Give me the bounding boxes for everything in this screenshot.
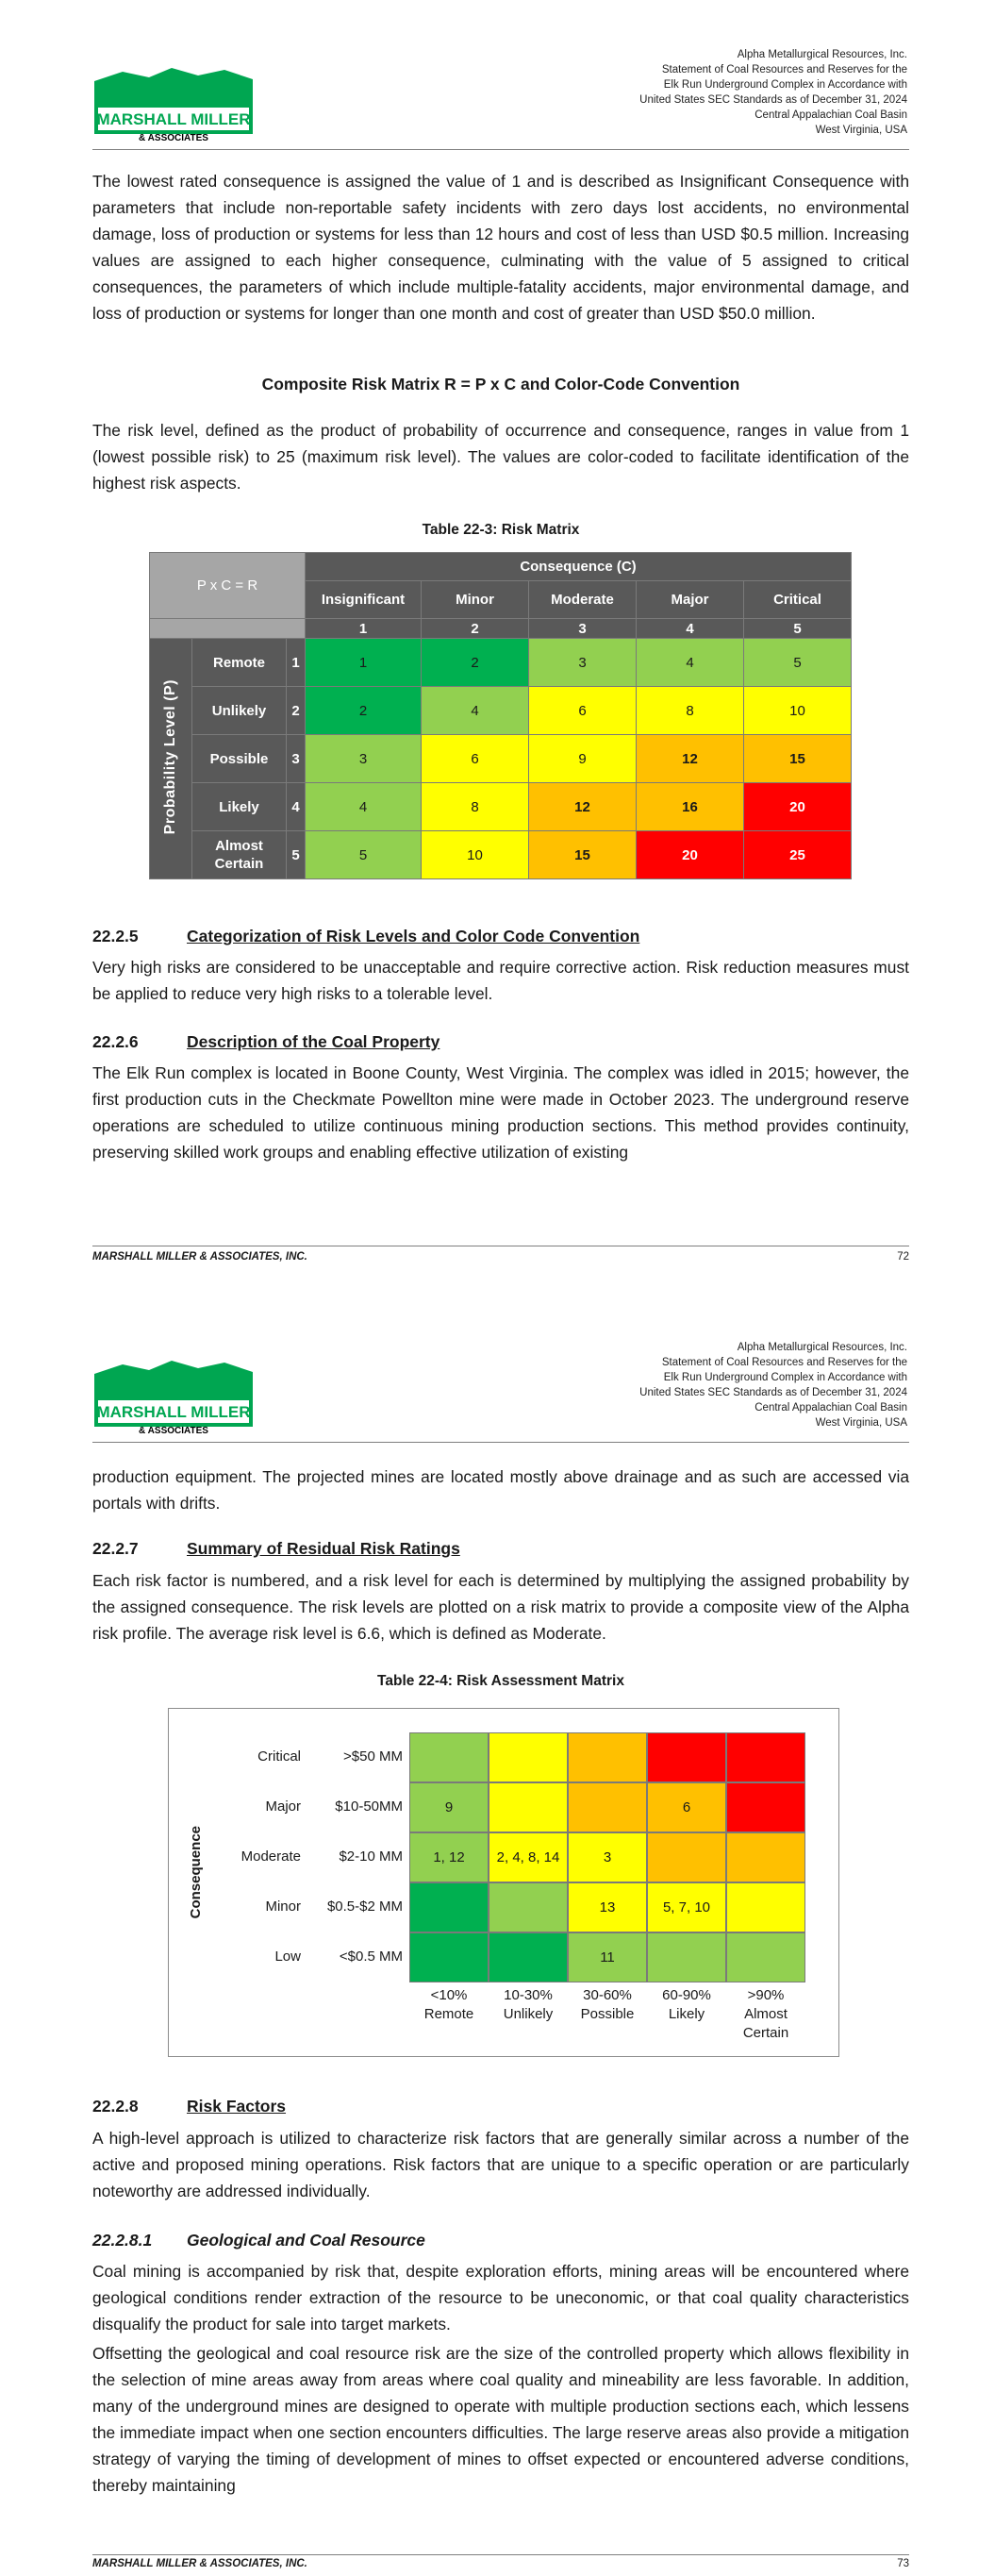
matrix-cell — [726, 1782, 805, 1832]
matrix-cell: 5, 7, 10 — [647, 1882, 726, 1932]
consequence-header: Minor — [422, 581, 529, 619]
risk-cell: 4 — [422, 687, 529, 735]
paragraph: The lowest rated consequence is assigned the value of 1 and is described as Insignificant Consequence with parameters that include non-reportable safety incidents with zero days lost accidents, no environmental damage, loss of production or systems for less than 12 hours and cost of less than USD $0.5 million. Increasing values are assigned to each higher consequence, culminating with the value of 5 assigned to critical consequences, the parameters of which include multiple-fatality accidents, major environmental damage, and loss of production or systems for longer than one month and cost of greater than USD $50.0 million. — [92, 172, 909, 323]
matrix-cell — [726, 1732, 805, 1782]
matrix-cell: 1, 12 — [409, 1832, 489, 1882]
consequence-number: 2 — [422, 619, 529, 639]
matrix-cell — [726, 1932, 805, 1982]
page-header: Alpha Metallurgical Resources, Inc. Statement of Coal Resources and Reserves for the Elk Run Underground Complex in Accordance with United States SEC Standards as of December 31, 2024 Central Appalachian Coal Basin West Virginia, USA — [639, 49, 907, 136]
svg-text:& ASSOCIATES: & ASSOCIATES — [139, 133, 208, 142]
header-divider — [92, 149, 909, 150]
consequence-header: Moderate — [529, 581, 637, 619]
matrix-cell — [647, 1832, 726, 1882]
probability-axis-title: Probability Level (P) — [150, 639, 192, 879]
matrix-cell: 11 — [568, 1932, 647, 1982]
matrix-cell: 6 — [647, 1782, 726, 1832]
consequence-row-range: <$0.5 MM — [339, 1949, 403, 1965]
page-73 — [0, 1293, 995, 2576]
matrix-cell — [568, 1732, 647, 1782]
consequence-title: Consequence (C) — [306, 553, 852, 581]
section-heading-22-2-8-1: 22.2.8.1 Geological and Coal Resource — [92, 2231, 425, 2250]
consequence-number: 1 — [306, 619, 422, 639]
consequence-header: Major — [637, 581, 744, 619]
risk-matrix-table — [149, 552, 852, 879]
paragraph: Coal mining is accompanied by risk that, despite exploration efforts, mining areas will be encountered where geological conditions render extraction of the resource to be uneconomic, or that coal quality characteristics disqualify the product for sale into target markets. — [92, 2262, 909, 2333]
probability-number: 2 — [287, 687, 306, 735]
page-number: 72 — [897, 1251, 909, 1263]
matrix-cell: 13 — [568, 1882, 647, 1932]
footer-divider — [92, 2554, 909, 2555]
risk-cell: 6 — [422, 735, 529, 783]
probability-column-label: 10-30% Unlikely — [503, 1987, 554, 2022]
section-heading-22-2-5: 22.2.5 Categorization of Risk Levels and Color Code Convention — [92, 927, 640, 945]
consequence-number: 4 — [637, 619, 744, 639]
consequence-number: 3 — [529, 619, 637, 639]
table-caption: Table 22-4: Risk Assessment Matrix — [377, 1673, 624, 1689]
probability-column-label: 60-90% Likely — [662, 1987, 711, 2022]
consequence-row-label: Minor — [265, 1899, 301, 1915]
matrix-cell — [409, 1932, 489, 1982]
probability-label: Possible — [192, 735, 287, 783]
company-logo — [94, 68, 253, 142]
paragraph: production equipment. The projected mines are located mostly above drainage and as such are accessed via portals with drifts. — [92, 1467, 909, 1513]
risk-cell: 3 — [306, 735, 422, 783]
consequence-axis-title: Consequence — [187, 1825, 204, 1919]
risk-cell: 15 — [529, 831, 637, 879]
matrix-cell — [647, 1732, 726, 1782]
risk-cell: 12 — [529, 783, 637, 831]
matrix-corner-label: P x C = R — [150, 553, 306, 619]
paragraph: Very high risks are considered to be unacceptable and require corrective action. Risk reduction measures must be applied to reduce very high risks to a tolerable level. — [92, 958, 909, 1003]
section-heading-22-2-8: 22.2.8 Risk Factors — [92, 2097, 287, 2116]
matrix-cell — [409, 1732, 489, 1782]
probability-number: 1 — [287, 639, 306, 687]
section-heading: Composite Risk Matrix R = P x C and Color-Code Convention — [261, 375, 740, 393]
matrix-cell — [489, 1732, 568, 1782]
paragraph: A high-level approach is utilized to characterize risk factors that are generally similar across a number of the active and proposed mining operations. Risk factors that are unique to a specific operation or are particularly noteworthy are addressed individually. — [92, 2129, 909, 2200]
matrix-cell — [726, 1882, 805, 1932]
matrix-cell — [647, 1932, 726, 1982]
page-footer: MARSHALL MILLER & ASSOCIATES, INC. 72 — [92, 1251, 909, 1263]
paragraph: Each risk factor is numbered, and a risk level for each is determined by multiplying the assigned probability by the assigned consequence. The risk levels are plotted on a risk matrix to provide a composite view of the Alpha risk profile. The average risk level is 6.6, which is defined as Moderate. — [92, 1571, 909, 1643]
risk-cell: 20 — [744, 783, 852, 831]
matrix-cell — [409, 1882, 489, 1932]
matrix-cell — [489, 1882, 568, 1932]
probability-label: Almost Certain — [192, 831, 287, 879]
risk-cell: 10 — [422, 831, 529, 879]
header-divider — [92, 1442, 909, 1443]
probability-label: Remote — [192, 639, 287, 687]
paragraph: The Elk Run complex is located in Boone County, West Virginia. The complex was idled in 2015; however, the first production cuts in the Checkmate Powellton mine were made in October 2023. The underground reserve operations are scheduled to utilize continuous mining production sections. This method provides continuity, preserving skilled work groups and enabling effective utilization of existing — [92, 1063, 909, 1162]
risk-cell: 2 — [422, 639, 529, 687]
matrix-cell: 2, 4, 8, 14 — [489, 1832, 568, 1882]
consequence-row-label: Moderate — [240, 1848, 301, 1865]
risk-cell: 6 — [529, 687, 637, 735]
probability-label: Likely — [192, 783, 287, 831]
probability-number: 3 — [287, 735, 306, 783]
consequence-row-label: Critical — [257, 1748, 301, 1765]
matrix-cell: 3 — [568, 1832, 647, 1882]
probability-column-label: 30-60% Possible — [580, 1987, 635, 2022]
consequence-row-label: Major — [265, 1798, 301, 1815]
risk-cell: 9 — [529, 735, 637, 783]
table-caption: Table 22-3: Risk Matrix — [422, 522, 580, 538]
risk-cell: 4 — [637, 639, 744, 687]
matrix-cell: 9 — [409, 1782, 489, 1832]
paragraph: The risk level, defined as the product of probability of occurrence and consequence, ranges in value from 1 (lowest possible risk) to 25 (maximum risk level). The values are color-coded to facilitate identification of the highest risk aspects. — [92, 421, 909, 493]
matrix-corner-spacer — [150, 619, 306, 639]
probability-number: 4 — [287, 783, 306, 831]
risk-cell: 8 — [422, 783, 529, 831]
page-number: 73 — [897, 2558, 909, 2569]
risk-cell: 8 — [637, 687, 744, 735]
svg-text:MARSHALL MILLER: MARSHALL MILLER — [96, 110, 251, 128]
consequence-row-range: $0.5-$2 MM — [326, 1899, 403, 1915]
matrix-cell — [726, 1832, 805, 1882]
risk-assessment-matrix — [168, 1708, 839, 2057]
matrix-cell — [489, 1782, 568, 1832]
svg-text:MARSHALL MILLER: MARSHALL MILLER — [96, 1403, 251, 1421]
risk-cell: 1 — [306, 639, 422, 687]
risk-cell: 3 — [529, 639, 637, 687]
risk-cell: 15 — [744, 735, 852, 783]
risk-cell: 5 — [306, 831, 422, 879]
probability-label: Unlikely — [192, 687, 287, 735]
matrix-cell — [568, 1782, 647, 1832]
consequence-row-label: Low — [274, 1949, 301, 1965]
risk-cell: 5 — [744, 639, 852, 687]
risk-cell: 4 — [306, 783, 422, 831]
company-logo — [94, 1361, 253, 1434]
probability-column-label: <10% Remote — [423, 1987, 474, 2022]
paragraph: Offsetting the geological and coal resource risk are the size of the controlled property which allows flexibility in the selection of mine areas away from areas where coal quality and mineability are less favorable. In addition, many of the underground mines are designed to operate with multiple production sections each, which lessens the immediate impact when one section encounters difficulties. The large reserve areas also provide a mitigation strategy of varying the timing of development of mines to offset expected or encountered adverse conditions, thereby maintaining — [92, 2344, 909, 2495]
matrix-cell — [489, 1932, 568, 1982]
consequence-row-range: $2-10 MM — [339, 1848, 403, 1865]
svg-text:& ASSOCIATES: & ASSOCIATES — [139, 1426, 208, 1434]
consequence-row-range: >$50 MM — [343, 1748, 403, 1765]
consequence-header: Critical — [744, 581, 852, 619]
risk-cell: 2 — [306, 687, 422, 735]
risk-cell: 20 — [637, 831, 744, 879]
consequence-row-range: $10-50MM — [335, 1798, 403, 1815]
section-heading-22-2-7: 22.2.7 Summary of Residual Risk Ratings — [92, 1539, 460, 1558]
risk-cell: 12 — [637, 735, 744, 783]
risk-cell: 16 — [637, 783, 744, 831]
probability-number: 5 — [287, 831, 306, 879]
risk-cell: 10 — [744, 687, 852, 735]
consequence-header: Insignificant — [306, 581, 422, 619]
page-footer: MARSHALL MILLER & ASSOCIATES, INC. 73 — [92, 2558, 909, 2569]
risk-cell: 25 — [744, 831, 852, 879]
probability-column-label: >90% Almost Certain — [742, 1987, 789, 2041]
page-header: Alpha Metallurgical Resources, Inc. Statement of Coal Resources and Reserves for the Elk Run Underground Complex in Accordance with United States SEC Standards as of December 31, 2024 Central Appalachian Coal Basin West Virginia, USA — [639, 1342, 907, 1429]
section-heading-22-2-6: 22.2.6 Description of the Coal Property — [92, 1032, 440, 1051]
consequence-number: 5 — [744, 619, 852, 639]
